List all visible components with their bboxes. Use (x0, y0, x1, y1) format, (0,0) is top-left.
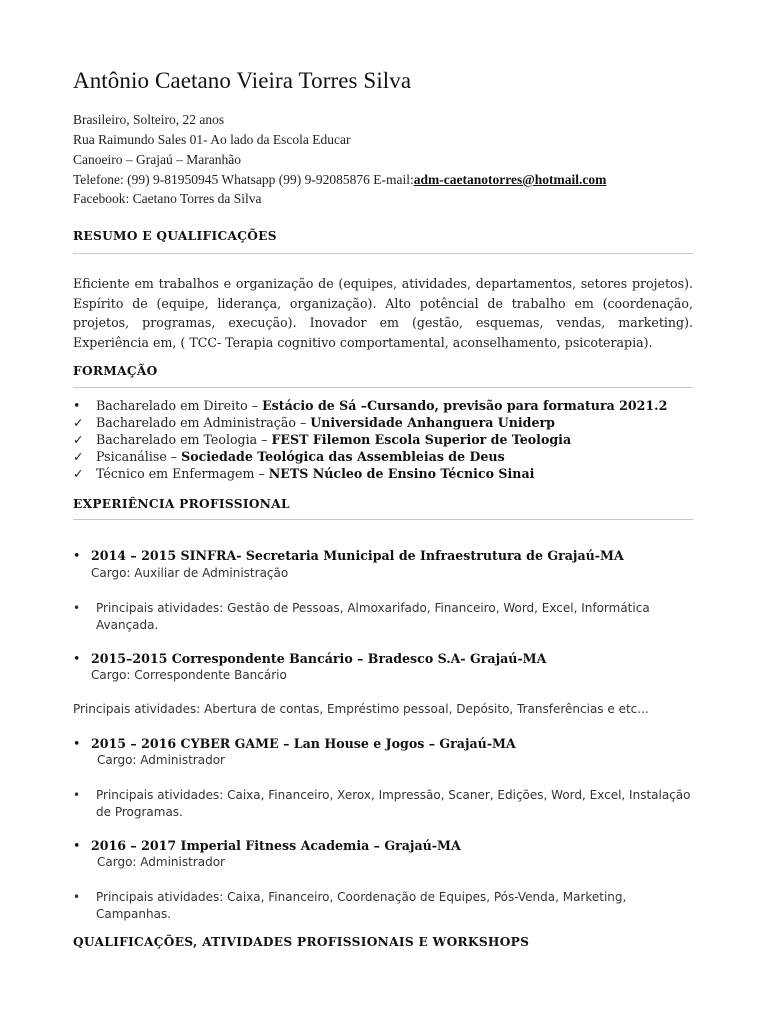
checkmark-icon: ✓ (73, 432, 84, 447)
section-heading-formacao: FORMAÇÃO (73, 364, 158, 378)
job-role: Cargo: Administrador (97, 753, 225, 767)
summary-paragraph: Eficiente em trabalhos e organização de (equipes, atividades, departamentos, setores projetos). Espírito de (equipe, liderança, organização). Alto potêncial de trabalho em (coordenação, projetos, programas, execução). Inovador em (gestão, esquemas, vendas, marketing). Experiência em, ( TCC- Terapia cognitivo comportamental, aconselhamento, psicoterapia). (73, 276, 693, 350)
bullet-icon: • (73, 548, 81, 563)
personal-info: Brasileiro, Solteiro, 22 anos (73, 112, 225, 127)
job-title: • 2016 – 2017 Imperial Fitness Academia – Grajaú-MA (73, 838, 461, 853)
job-role: Cargo: Auxiliar de Administração (91, 566, 289, 580)
job-activities: Principais atividades: Abertura de contas, Empréstimo pessoal, Depósito, Transferências e etc... (73, 702, 649, 716)
education-item: • Bacharelado em Direito – Estácio de Sá –Cursando, previsão para formatura 2021.2 (73, 398, 668, 413)
checkmark-icon: ✓ (73, 466, 84, 481)
section-heading-qualificacoes: QUALIFICAÇÕES, ATIVIDADES PROFISSIONAIS E WORKSHOPS (73, 935, 530, 949)
job-title: • 2015–2015 Correspondente Bancário – Bradesco S.A- Grajaú-MA (73, 651, 547, 666)
education-item: ✓ Psicanálise – Sociedade Teológica das Assembleias de Deus (73, 449, 505, 464)
address: Rua Raimundo Sales 01- Ao lado da Escola Educar (73, 132, 351, 147)
bullet-icon: • (73, 398, 81, 413)
city: Canoeiro – Grajaú – Maranhão (73, 152, 241, 167)
email-link[interactable]: adm-caetanotorres@hotmail.com (413, 172, 607, 187)
job-activities: • Principais atividades: Gestão de Pessoas, Almoxarifado, Financeiro, Word, Excel, Informática Avançada. (73, 601, 650, 632)
education-item: ✓ Técnico em Enfermagem – NETS Núcleo de Ensino Técnico Sinai (73, 466, 535, 481)
education-item: ✓ Bacharelado em Teologia – FEST Filemon Escola Superior de Teologia (73, 432, 572, 447)
bullet-icon: • (73, 890, 81, 904)
section-heading-resumo: RESUMO E QUALIFICAÇÕES (73, 229, 277, 243)
job-activities: • Principais atividades: Caixa, Financeiro, Xerox, Impressão, Scaner, Edições, Word, Excel, Instalação de Programas. (73, 788, 691, 819)
job-role: Cargo: Administrador (97, 855, 225, 869)
section-divider (73, 387, 693, 388)
bullet-icon: • (73, 736, 81, 751)
bullet-icon: • (73, 651, 81, 666)
section-divider (73, 519, 693, 520)
contact-line (73, 172, 606, 188)
bullet-icon: • (73, 601, 81, 615)
checkmark-icon: ✓ (73, 449, 84, 464)
checkmark-icon: ✓ (73, 415, 84, 430)
job-title: • 2015 – 2016 CYBER GAME – Lan House e Jogos – Grajaú-MA (73, 736, 516, 751)
bullet-icon: • (73, 838, 81, 853)
job-activities: • Principais atividades: Caixa, Financeiro, Coordenação de Equipes, Pós-Venda, Marketing, Campanhas. (73, 890, 627, 921)
job-role: Cargo: Correspondente Bancário (91, 668, 287, 682)
job-title: • 2014 – 2015 SINFRA- Secretaria Municipal de Infraestrutura de Grajaú-MA (73, 548, 624, 563)
phone-text: Telefone: (99) 9-81950945 Whatsapp (99) 9-92085876 E-mail: (73, 172, 414, 187)
section-heading-experiencia: EXPERIÊNCIA PROFISSIONAL (73, 497, 290, 511)
bullet-icon: • (73, 788, 81, 802)
education-item: ✓ Bacharelado em Administração – Universidade Anhanguera Uniderp (73, 415, 555, 430)
section-divider (73, 253, 693, 254)
candidate-name: Antônio Caetano Vieira Torres Silva (73, 68, 412, 93)
facebook: Facebook: Caetano Torres da Silva (73, 191, 262, 206)
